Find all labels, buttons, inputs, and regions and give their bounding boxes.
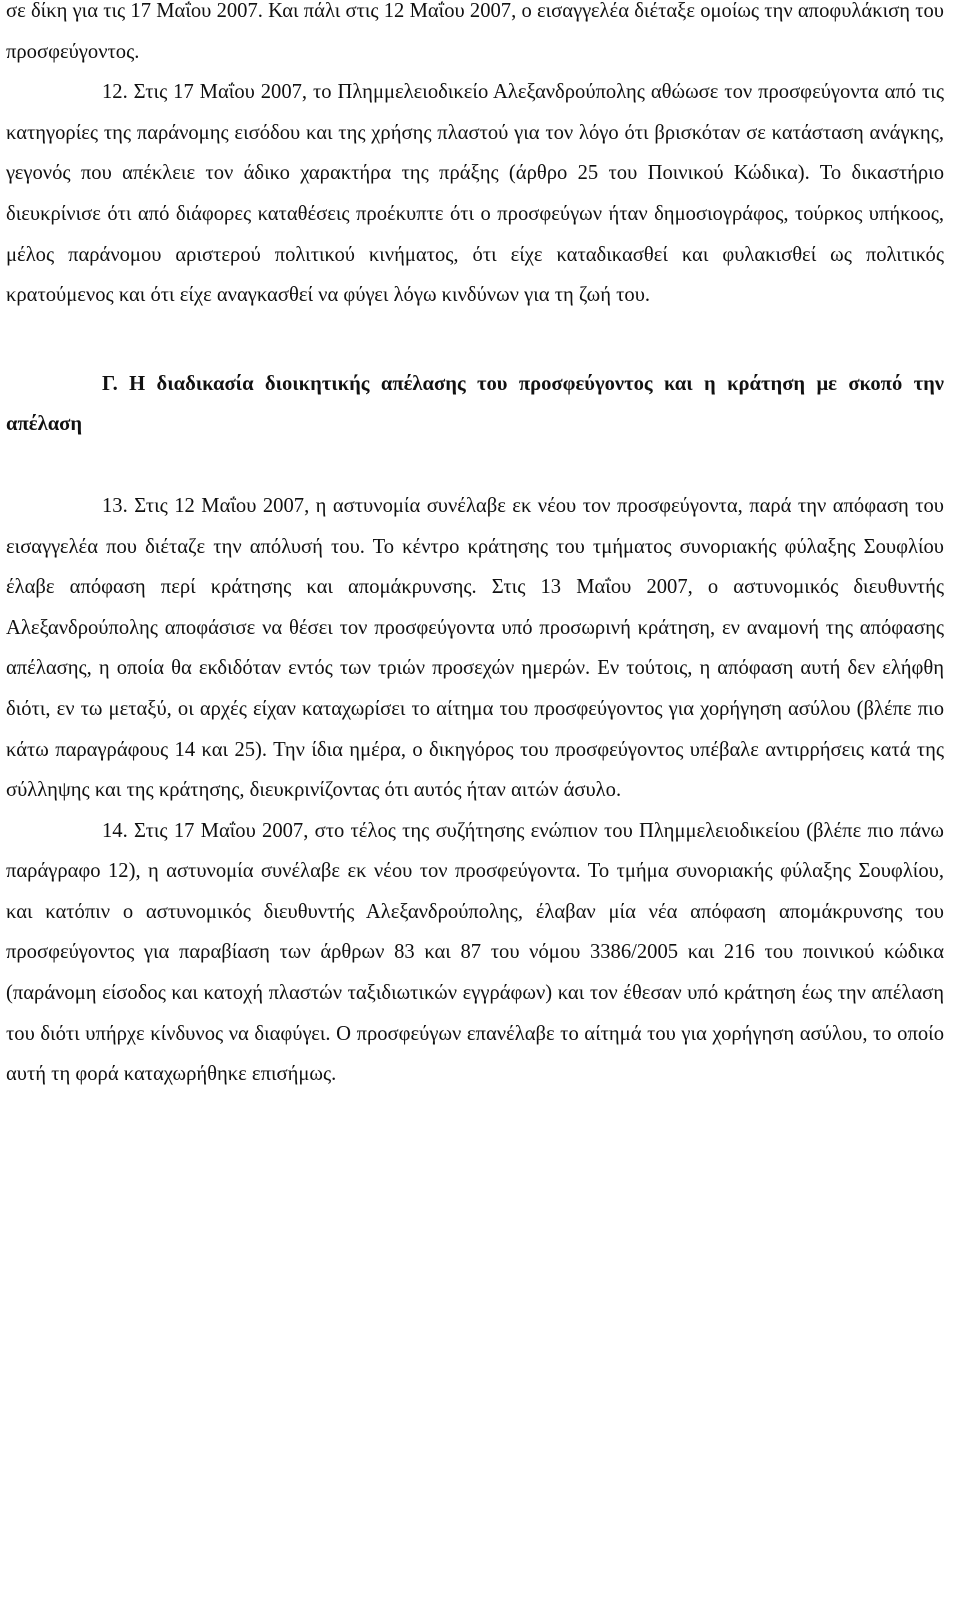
paragraph-13: 13. Στις 12 Μαΐου 2007, η αστυνομία συνέλαβε εκ νέου τον προσφεύγοντα, παρά την απόφαση του εισαγγελέα που διέταζε την απόλυσή του. Το κέντρο κράτησης του τμήματος συνοριακής φύλαξης Σουφλίου έλαβε απόφαση περί κράτησης και απομάκρυνσης. Στις 13 Μαΐου 2007, ο αστυνομικός διευθυντής Αλεξανδρούπολης αποφάσισε να θέσει τον προσφεύγοντα υπό προσωρινή κράτηση, εν αναμονή της απόφασης απέλασης, η οποία θα εκδιδόταν εντός των τριών προσεχών ημερών. Εν τούτοις, η απόφαση αυτή δεν ελήφθη διότι, εν τω μεταξύ, οι αρχές είχαν καταχωρίσει το αίτημα του προσφεύγοντος για χορήγηση ασύλου (βλέπε πιο κάτω παραγράφους 14 και 25). Την ίδια ημέρα, ο δικηγόρος του προσφεύγοντος υπέβαλε αντιρρήσεις κατά της σύλληψης και της κράτησης, διευκρινίζοντας ότι αυτός ήταν αιτών άσυλο. (6, 494, 944, 802)
paragraph-12: 12. Στις 17 Μαΐου 2007, το Πλημμελειοδικείο Αλεξανδρούπολης αθώωσε τον προσφεύγοντα από τις κατηγορίες της παράνομης εισόδου και της χρήσης πλαστού για τον λόγο ότι βρισκόταν σε κατάσταση ανάγκης, γεγονός που απέκλειε τον άδικο χαρακτήρα της πράξης (άρθρο 25 του Ποινικού Κώδικα). Το δικαστήριο διευκρίνισε ότι από διάφορες καταθέσεις προέκυπτε ότι ο προσφεύγων ήταν δημοσιογράφος, τούρκος υπήκοος, μέλος παράνομου αριστερού πολιτικού κινήματος, ότι είχε καταδικασθεί και φυλακισθεί ως πολιτικός κρατούμενος και ότι είχε αναγκασθεί να φύγει λόγω κινδύνων για τη ζωή του. (6, 81, 944, 307)
paragraph-11-continuation: σε δίκη για τις 17 Μαΐου 2007. Και πάλι στις 12 Μαΐου 2007, ο εισαγγελέα διέταξε ομοίως την αποφυλάκιση του προσφεύγοντος. (6, 0, 944, 63)
section-heading-c: Γ. Η διαδικασία διοικητικής απέλασης του προσφεύγοντος και η κράτηση με σκοπό την απέλαση (6, 372, 944, 436)
paragraph-14: 14. Στις 17 Μαΐου 2007, στο τέλος της συζήτησης ενώπιον του Πλημμελειοδικείου (βλέπε πιο πάνω παράγραφο 12), η αστυνομία συνέλαβε εκ νέου τον προσφεύγοντα. Το τμήμα συνοριακής φύλαξης Σουφλίου, και κατόπιν ο αστυνομικός διευθυντής Αλεξανδρούπολης, έλαβαν μία νέα απόφαση απομάκρυνσης του προσφεύγοντος για παραβίαση των άρθρων 83 και 87 του νόμου 3386/2005 και 216 του ποινικού κώδικα (παράνομη είσοδος και κατοχή πλαστών ταξιδιωτικών εγγράφων) και τον έθεσαν υπό κράτηση έως την απέλαση του διότι υπήρχε κίνδυνος να διαφύγει. Ο προσφεύγων επανέλαβε το αίτημά του για χορήγηση ασύλου, το οποίο αυτή τη φορά καταχωρήθηκε επισήμως. (6, 819, 944, 1086)
